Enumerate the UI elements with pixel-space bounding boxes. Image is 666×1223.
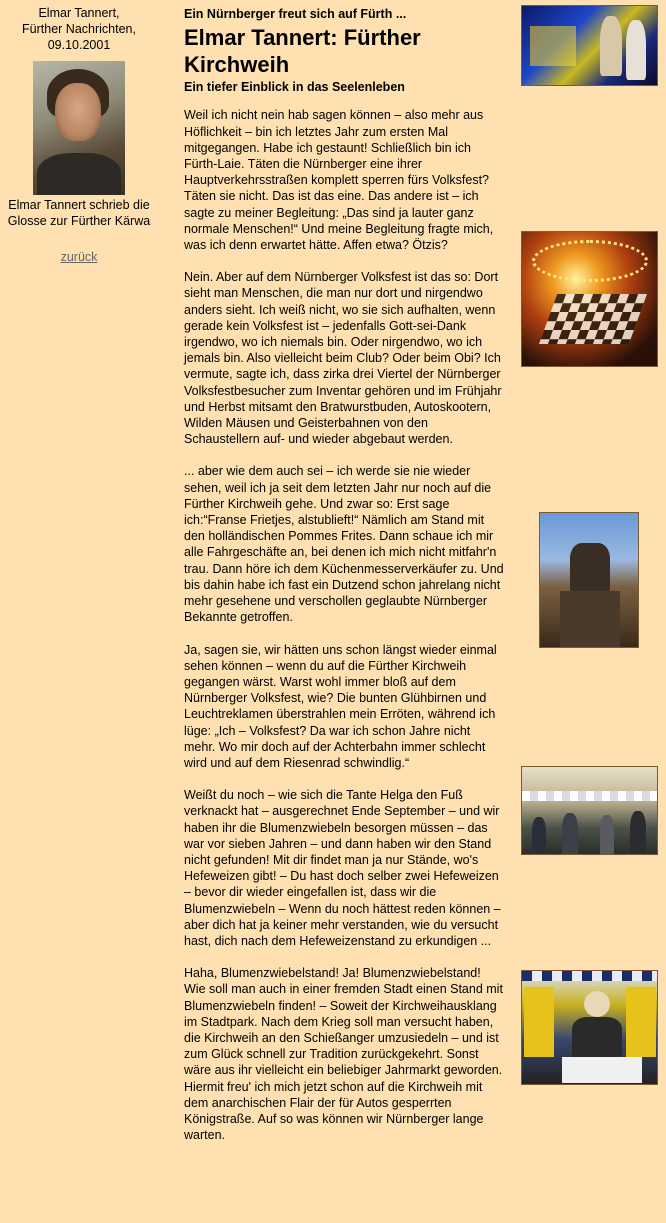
article-subtitle: Ein tiefer Einblick in das Seelenleben <box>184 80 405 95</box>
sidebar <box>0 0 158 265</box>
photo-knife-salesman <box>521 970 658 1085</box>
article-paragraph-3: ... aber wie dem auch sei – ich werde sie nie wieder sehen, weil ich ja seit dem letzten Jahr nur noch auf die Fürther Kirchweih gehe. Und zwar so: Erst sage ich:“Franse Frietjes, alstublieft!“ Nämlich am Stand mit den holländischen Pommes Frites. Dann schaue ich mir alle Fahrgeschäfte an, bei denen ich mich nicht mitfahr'n trau. Dann höre ich dem Küchenmesserverkäufer zu. Und bis dahin habe ich fast ein Dutzend schon jahrelang nicht mehr gesehene und verschollen geglaubte Nürnberger Bekannte getroffen. <box>184 464 504 625</box>
photo-carousel-lights <box>521 231 658 367</box>
author-name: Elmar Tannert, <box>38 6 120 20</box>
article-paragraph-6: Haha, Blumenzwiebelstand! Ja! Blumenzwiebelstand! Wie soll man auch in einer fremden Stadt einen Stand mit Blumenzwiebeln finden! – Soweit der Kirchweihausklang im Stadtpark. Nach dem Krieg soll man versucht haben, die Kirchweih an den Schießanger umzusiedeln – und ist zum Glück schnell zur Tradition zurückgekehrt. Sonst wäre aus ihr vielleicht ein beliebiger Jahrmarkt geworden. Hiermit freu' ich mich jetzt schon auf die Kirchweih mit dem anarchischen Flair der für Autos gesperrten Königstraße. Auf so was können wir Nürnberger lange warten. <box>184 966 503 1143</box>
article-title: Elmar Tannert: Fürther Kirchweih <box>184 25 421 78</box>
back-link[interactable]: zurück <box>60 250 98 264</box>
article-kicker: Ein Nürnberger freut sich auf Fürth ... <box>184 7 407 21</box>
photo-pharaoh-statue <box>539 512 639 648</box>
publication-date: 09.10.2001 <box>47 38 111 52</box>
photo-street-crowd <box>521 766 658 855</box>
author-portrait <box>33 61 125 195</box>
article-paragraph-2: Nein. Aber auf dem Nürnberger Volksfest ist das so: Dort sieht man Menschen, die man nur dort und nirgendwo anders sieht. Ich weiß nicht, wo sie sich aufhalten, wenn gerade kein Volksfest ist – jedenfalls Gott-sei-Dank irgendwo, wo ich niemals bin. Oder nirgendwo, wo ich jemals bin. Also vielleicht beim Club? Oder beim Obi? Ich vermute, sagte ich, dass zirka drei Viertel der Nürnberger Volksfestbesucher zum Inventar gehören und im Frühjahr und Herbst mitsamt den Bratwurstbuden, Autoskootern, Wilden Mäusen und Geisterbahnen von den Schaustellern auf- und wieder abgebaut werden. <box>184 270 502 447</box>
portrait-caption: Elmar Tannert schrieb die Glosse zur Fürther Kärwa <box>7 198 151 228</box>
article-paragraph-5: Weißt du noch – wie sich die Tante Helga den Fuß verknackt hat – ausgerechnet Ende September – und wir haben ihr die Blumenzwiebeln besorgen müssen – das war vor sieben Jahren – und dann haben wir den Stand nicht gefunden! Mit dir findet man ja nur Stände, wo's Hefeweizen gibt! – Du hast doch selber zwei Hefeweizen – bevor dir wieder eingefallen ist, dass wir die Blumenzwiebeln – Wenn du noch hättest reden können – aber dich hat ja keiner mehr verstanden, wie du versucht hast, dich nach dem Hefeweizenstand zu erkundigen ... <box>184 788 501 948</box>
article-paragraph-4: Ja, sagen sie, wir hätten uns schon längst wieder einmal sehen können – wenn du auf die Fürther Kirchweih gegangen wärst. Warst wohl immer bloß auf dem Nürnberger Volksfest, wie? Die bunten Glühbirnen und Leuchtreklamen überstrahlen mein Erröten, während ich lüge: „Ich – Volksfest? Da war ich schon Jahre nicht mehr. Wo mir doch auf der Achterbahn immer schlecht wird und auf dem Riesenrad schwindlig.“ <box>184 642 497 770</box>
author-byline <box>0 5 158 53</box>
publication-name: Fürther Nachrichten, <box>22 22 136 36</box>
article-paragraph-1: Weil ich nicht nein hab sagen können – also mehr aus Höflichkeit – bin ich letztes Jahr zum ersten Mal mitgegangen. Habe ich gestaunt! Schließlich bin ich Fürth-Laie. Täten die Nürnberger eine ihrer Hauptverkehrsstraßen komplett sperren fürs Volksfest? Täten sie nicht. Das ist das eine. Das andere ist – ich sagte zu meiner Begleitung: „Das sind ja lauter ganz normale Menschen!“ Und meine Begleitung fragte mich, was ich denn erwartet hätte. Affen etwa? Ötzis? <box>184 108 494 253</box>
article <box>184 6 504 1159</box>
photo-fairground-ride <box>521 5 658 86</box>
